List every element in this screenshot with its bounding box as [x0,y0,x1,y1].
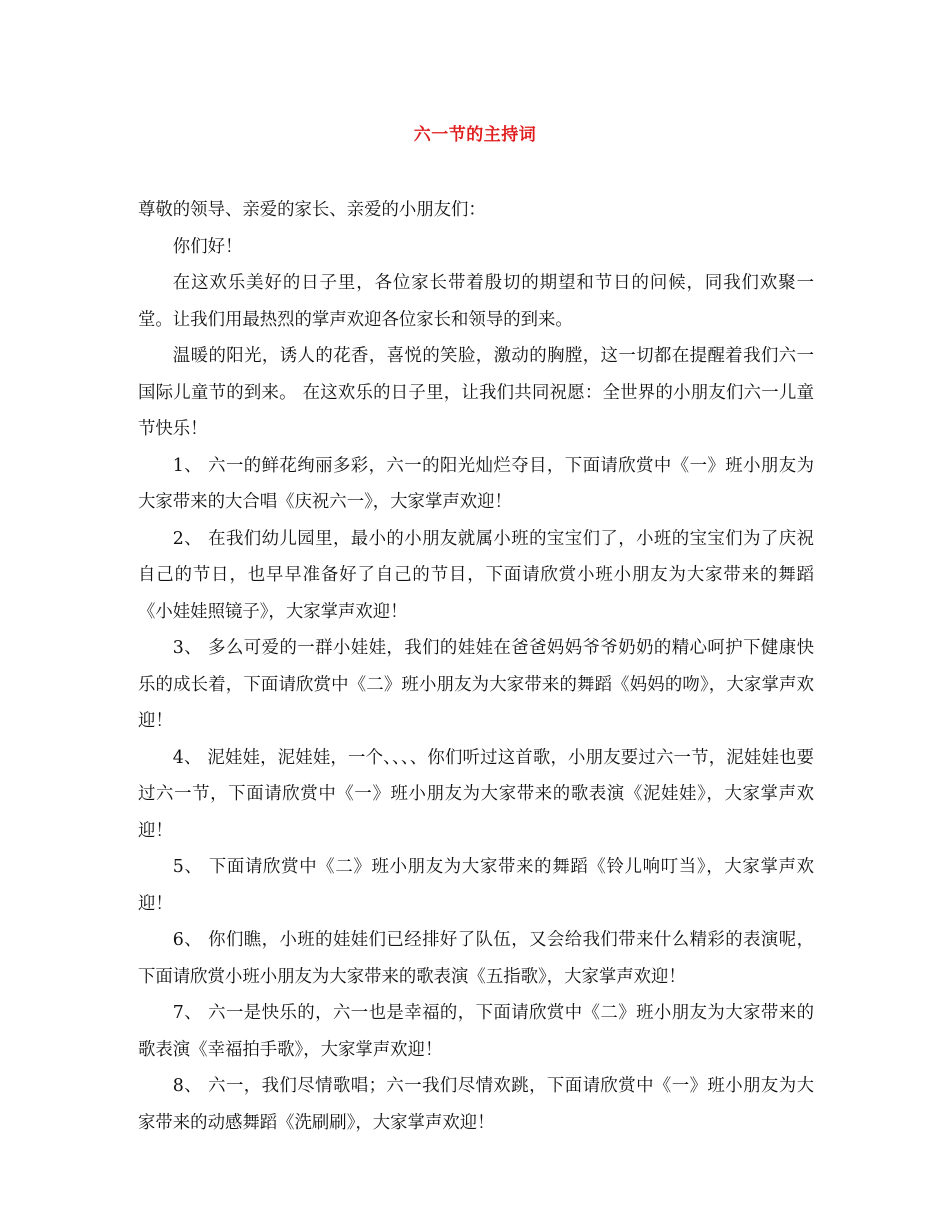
program-item-1: 1、 六一的鲜花绚丽多彩，六一的阳光灿烂夺目，下面请欣赏中《一》班小朋友为大家带来的大合唱《庆祝六一》，大家掌声欢迎！ [138,455,814,512]
program-item-7: 7、 六一是快乐的，六一也是幸福的，下面请欣赏中《二》班小朋友为大家带来的歌表演《幸福拍手歌》，大家掌声欢迎！ [138,1003,814,1060]
document-body [138,192,814,1141]
program-item-5: 5、 下面请欣赏中《二》班小朋友为大家带来的舞蹈《铃儿响叮当》，大家掌声欢迎！ [138,857,814,914]
program-item-4: 4、 泥娃娃，泥娃娃，一个、、、、你们听过这首歌，小朋友要过六一节，泥娃娃也要过六一节，下面请欣赏中《一》班小朋友为大家带来的歌表演《泥娃娃》，大家掌声欢迎！ [138,747,814,841]
program-item-3: 3、 多么可爱的一群小娃娃，我们的娃娃在爸爸妈妈爷爷奶奶的精心呵护下健康快乐的成长着，下面请欣赏中《二》班小朋友为大家带来的舞蹈《妈妈的吻》，大家掌声欢迎！ [138,638,814,731]
salutation: 尊敬的领导、亲爱的家长、亲爱的小朋友们： [138,200,486,220]
paragraph-greeting: 你们好！ [172,236,243,257]
document-title: 六一节的主持词 [413,125,537,145]
paragraph-opening: 温暖的阳光，诱人的花香，喜悦的笑脸，激动的胸膛，这一切都在提醒着我们六一国际儿童节的到来。 在这欢乐的日子里，让我们共同祝愿：全世界的小朋友们六一儿童节快乐！ [138,346,814,439]
program-item-2: 2、 在我们幼儿园里，最小的小朋友就属小班的宝宝们了，小班的宝宝们为了庆祝自己的节日，也早早准备好了自己的节目，下面请欣赏小班小朋友为大家带来的舞蹈《小娃娃照镜子》，大家掌声欢迎！ [138,528,814,622]
program-item-8: 8、 六一，我们尽情歌唱；六一我们尽情欢跳，下面请欣赏中《一》班小朋友为大家带来的动感舞蹈《洗刷刷》，大家掌声欢迎！ [138,1076,814,1133]
program-item-6: 6、 你们瞧，小班的娃娃们已经排好了队伍，又会给我们带来什么精彩的表演呢，下面请欣赏小班小朋友为大家带来的歌表演《五指歌》，大家掌声欢迎！ [138,930,814,987]
paragraph-welcome: 在这欢乐美好的日子里，各位家长带着殷切的期望和节日的问候，同我们欢聚一堂。让我们用最热烈的掌声欢迎各位家长和领导的到来。 [138,273,814,330]
